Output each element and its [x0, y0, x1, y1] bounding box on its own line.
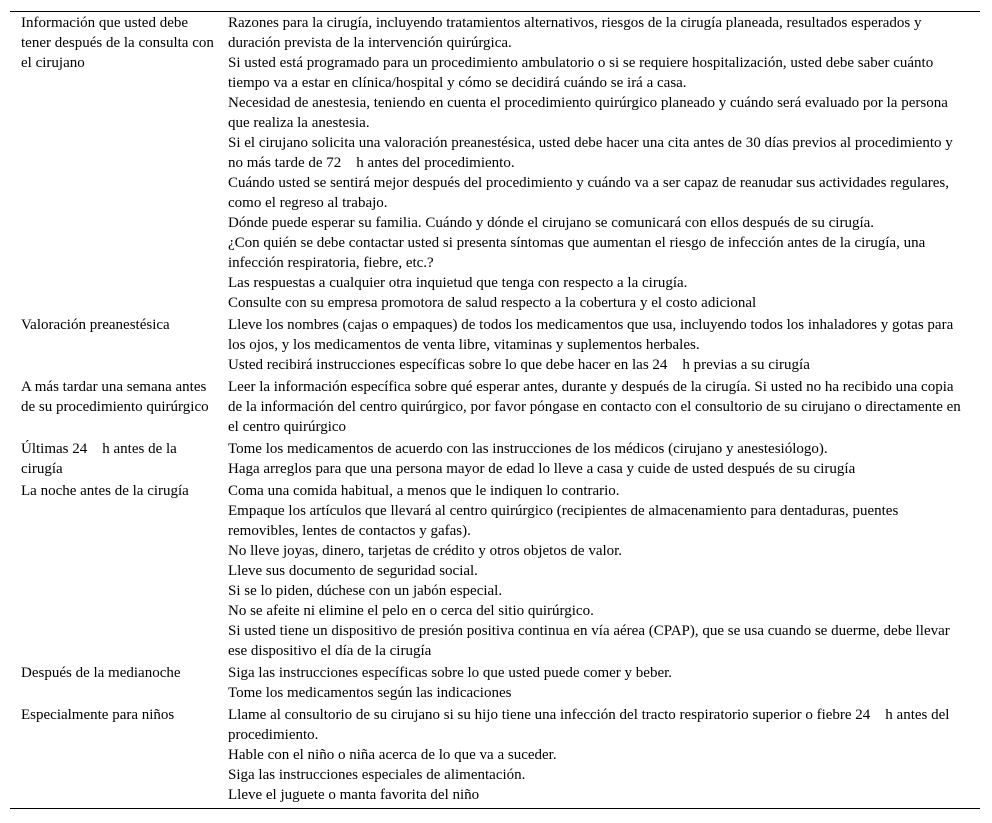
list-item: Cuándo usted se sentirá mejor después del procedimiento y cuándo va a ser capaz de reanudar sus actividades regulares, como el regreso al trabajo.: [228, 175, 949, 211]
list-item: Necesidad de anestesia, teniendo en cuenta el procedimiento quirúrgico planeado y cuándo será evaluado por la persona que realiza la anestesia.: [228, 95, 948, 131]
table-row: [10, 437, 980, 479]
list-item: Si usted está programado para un procedimiento ambulatorio o si se requiere hospitalización, usted debe saber cuánto tiempo va a estar en clínica/hospital y cómo se decidirá cuándo se irá a casa.: [228, 55, 934, 91]
list-item: Razones para la cirugía, incluyendo tratamientos alternativos, riesgos de la cirugía planeada, resultados esperados y duración prevista de la intervención quirúrgica.: [228, 15, 922, 51]
row-label: Especialmente para niños: [21, 707, 175, 723]
row-content: [228, 13, 980, 313]
list-item: Las respuestas a cualquier otra inquietud que tenga con respecto a la cirugía.: [228, 275, 688, 291]
list-item: Hable con el niño o niña acerca de lo que va a suceder.: [228, 747, 557, 763]
row-label: Últimas 24 h antes de la cirugía: [21, 441, 177, 477]
list-item: Haga arreglos para que una persona mayor de edad lo lleve a casa y cuide de usted después de su cirugía: [228, 461, 856, 477]
row-content: [228, 315, 980, 375]
list-item: Si el cirujano solicita una valoración preanestésica, usted debe hacer una cita antes de 30 días previos al procedimiento y no más tarde de 72 h antes del procedimiento.: [228, 135, 953, 171]
list-item: No se afeite ni elimine el pelo en o cerca del sitio quirúrgico.: [228, 603, 594, 619]
row-label: Valoración preanestésica: [21, 317, 170, 333]
list-item: Lleve sus documento de seguridad social.: [228, 563, 478, 579]
list-item: ¿Con quién se debe contactar usted si presenta síntomas que aumentan el riesgo de infección antes de la cirugía, una infección respiratoria, fiebre, etc.?: [228, 235, 926, 271]
list-item: Lleve los nombres (cajas o empaques) de todos los medicamentos que usa, incluyendo todos los inhaladores y gotas para los ojos, y los medicamentos de venta libre, vitaminas y suplementos herbales.: [228, 317, 954, 353]
list-item: Consulte con su empresa promotora de salud respecto a la cobertura y el costo adicional: [228, 295, 757, 311]
row-label: Información que usted debe tener después de la consulta con el cirujano: [21, 15, 214, 71]
list-item: Lleve el juguete o manta favorita del niño: [228, 787, 480, 803]
list-item: Si usted tiene un dispositivo de presión positiva continua en vía aérea (CPAP), que se usa cuando se duerme, debe llevar ese dispositivo el día de la cirugía: [228, 623, 950, 659]
table-row: [10, 479, 980, 661]
row-content: [228, 663, 980, 703]
list-item: Si se lo piden, dúchese con un jabón especial.: [228, 583, 503, 599]
list-item: Tome los medicamentos de acuerdo con las instrucciones de los médicos (cirujano y anestesiólogo).: [228, 441, 828, 457]
list-item: Dónde puede esperar su familia. Cuándo y dónde el cirujano se comunicará con ellos después de su cirugía.: [228, 215, 875, 231]
list-item: Coma una comida habitual, a menos que le indiquen lo contrario.: [228, 483, 620, 499]
row-content: [228, 439, 980, 479]
row-label: A más tardar una semana antes de su procedimiento quirúrgico: [21, 379, 209, 415]
row-label: La noche antes de la cirugía: [21, 483, 189, 499]
row-label: Después de la medianoche: [21, 665, 181, 681]
table-row: [10, 12, 980, 313]
list-item: Leer la información específica sobre qué esperar antes, durante y después de la cirugía. Si usted no ha recibido una copia de la información del centro quirúrgico, por favor póngase en contacto con el consultorio de su cirujano o directamente en el centro quirúrgico: [228, 379, 961, 435]
table-row: [10, 313, 980, 375]
list-item: Usted recibirá instrucciones específicas sobre lo que debe hacer en las 24 h previas a su cirugía: [228, 357, 810, 373]
table-row: [10, 661, 980, 703]
list-item: Siga las instrucciones especiales de alimentación.: [228, 767, 526, 783]
table-row: [10, 375, 980, 437]
list-item: Siga las instrucciones específicas sobre lo que usted puede comer y beber.: [228, 665, 673, 681]
table-row: [10, 703, 980, 808]
row-content: [228, 377, 980, 437]
list-item: Empaque los artículos que llevará al centro quirúrgico (recipientes de almacenamiento para dentaduras, puentes removibles, lentes de contactos y gafas).: [228, 503, 899, 539]
instructions-table: [10, 11, 980, 809]
row-content: [228, 705, 980, 805]
list-item: Tome los medicamentos según las indicaciones: [228, 685, 512, 701]
row-content: [228, 481, 980, 661]
list-item: Llame al consultorio de su cirujano si su hijo tiene una infección del tracto respiratorio superior o fiebre 24 h antes del procedimiento.: [228, 707, 950, 743]
list-item: No lleve joyas, dinero, tarjetas de crédito y otros objetos de valor.: [228, 543, 623, 559]
